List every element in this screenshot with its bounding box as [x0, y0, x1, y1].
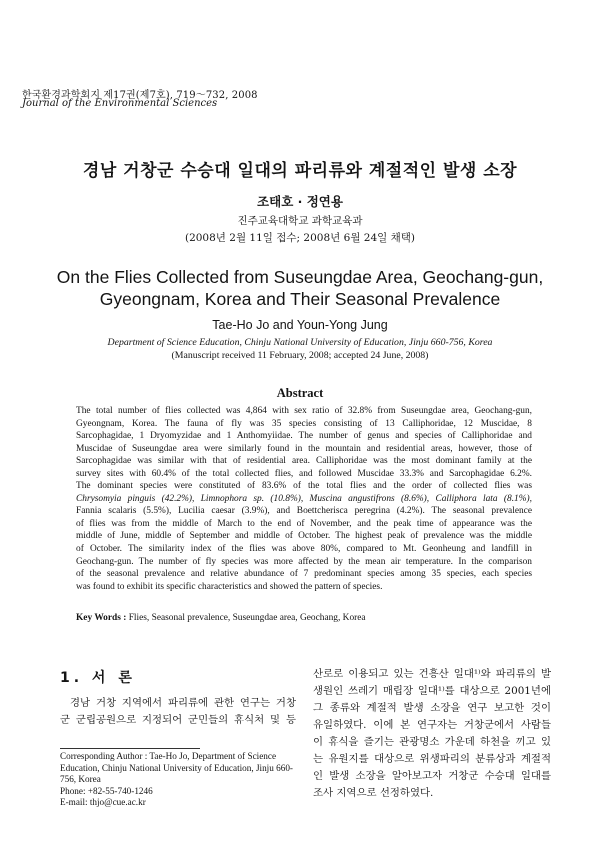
- corr-line: E-mail: thjo@cue.ac.kr: [60, 797, 146, 808]
- keywords-text: Flies, Seasonal prevalence, Suseungdae area, Geochang, Korea: [128, 613, 366, 623]
- corr-line: Corresponding Author : Tae-Ho Jo, Department of Science: [60, 751, 277, 761]
- corr-line: 756, Korea: [60, 774, 101, 785]
- intro-line: 산로로 이용되고 있는 건흥산 일대¹⁾와 파리류의 발: [313, 668, 551, 680]
- abstract-line: of October. The similarity index of the flies was above 80%, compared to Mt. Geonheung and landfill in: [76, 544, 532, 555]
- journal-name: Journal of the Environmental Sciences: [22, 98, 218, 109]
- abstract-line: The dominant species were constituted of 83.6% of the total flies and the order of collected flies was: [76, 481, 532, 492]
- journal-citation: 한국환경과학회지 제17권(제7호), 719～732, 2008: [22, 90, 258, 101]
- intro-line: 조사 지역으로 선정하였다.: [313, 787, 434, 799]
- section-heading: 1. 서 론: [60, 670, 136, 686]
- intro-line: 인 발생 소장을 알아보고자 거창군 수승대 일대를: [313, 770, 551, 782]
- korean-dates: (2008년 2월 11일 접수; 2008년 6월 24일 채택): [184, 232, 416, 244]
- keywords: [76, 613, 532, 623]
- english-title-line2: Gyeongnam, Korea and Their Seasonal Prevalence: [99, 289, 501, 309]
- intro-left-column: [60, 695, 296, 729]
- abstract-line: Sarcophagidae, 1 Dryomyzidae and 1 Anthomyiidae. The number of genus and species of Calliphoridae and: [76, 431, 532, 442]
- english-authors: Tae-Ho Jo and Youn-Yong Jung: [212, 318, 388, 332]
- corr-line: Phone: +82-55-740-1246: [60, 785, 153, 796]
- korean-title: 경남 거창군 수승대 일대의 파리류와 계절적인 발생 소장: [82, 161, 518, 181]
- corr-line: Education, Chinju National University of Education, Jinju 660-: [60, 762, 293, 773]
- abstract-heading: Abstract: [276, 386, 324, 400]
- abstract-line: Muscidae of Suseungdae area were similarly found in the mountain and residential areas, however, those of: [76, 443, 532, 454]
- intro-line: 생원인 쓰레기 매립장 일대¹⁾를 대상으로 2001년에: [313, 685, 551, 697]
- intro-line: 는 유원지를 대상으로 위생파리의 분류상과 계절적: [313, 753, 551, 765]
- english-dates: (Manuscript received 11 February, 2008; accepted 24 June, 2008): [171, 350, 429, 361]
- abstract-body: [76, 405, 532, 593]
- intro-line: 경남 거창 지역에서 파리류에 관한 연구는 거창: [70, 697, 296, 709]
- intro-line: 군 군립공원으로 지정되어 군민들의 휴식처 및 등: [60, 714, 296, 726]
- english-affiliation: Department of Science Education, Chinju National University of Education, Jinju 660-756, Korea: [107, 337, 493, 348]
- intro-line: 유일하였다. 이에 본 연구자는 거창군에서 사람들: [313, 719, 551, 731]
- footnote-divider: [60, 748, 200, 749]
- intro-right-column: [313, 666, 551, 802]
- abstract-line: of the seasonal prevalence and relative abundance of 7 predominant species among 35 species, each species: [76, 569, 532, 580]
- korean-affiliation: 진주교육대학교 과학교육과: [237, 215, 363, 227]
- abstract-line: Gyeongnam, Korea. The fauna of fly was 35 species consisting of 13 Calliphoridae, 12 Muscidae, 8: [76, 418, 532, 429]
- abstract-line: survey sites with 60.4% of the total collected flies, and followed Muscidae 33.3% and Sarcophagidae 6.2%.: [76, 468, 532, 479]
- abstract-line: middle of June, middle of September and middle of October. The highest peak of prevalence was the middle: [76, 531, 532, 542]
- abstract-line: Chrysomyia pinguis (42.2%), Limnophora sp. (10.8%), Muscina angustifrons (8.6%), Calliphora lata (8.1%),: [76, 493, 532, 504]
- intro-line: 이 휴식을 즐기는 관광명소 가운데 하천을 끼고 있: [313, 736, 551, 748]
- abstract-line: of flies was from the middle of March to the end of November, and the peak time of appearance was the: [76, 518, 532, 529]
- english-title: [0, 266, 600, 310]
- english-title-line1: On the Flies Collected from Suseungdae Area, Geochang-gun,: [56, 267, 544, 287]
- abstract-line: The total number of flies collected was 4,864 with sex ratio of 32.8% from Suseungdae area, Geochang-gun,: [76, 406, 532, 416]
- abstract-line: Fannia scalaris (5.5%), Lucilia caesar (3.9%), and Boettcherisca peregrina (4.2%). The seasonal prevalence: [76, 506, 532, 517]
- intro-line: 그 종류와 계절적 발생 소장을 연구 보고한 것이: [313, 702, 551, 714]
- korean-authors: 조태호 · 정연용: [257, 194, 343, 209]
- corresponding-author: [60, 751, 296, 809]
- abstract-line: Sarcophagidae was similar with that of residential area. Calliphoridae was the most dominant family at the: [76, 456, 532, 467]
- abstract-line: Geochang-gun. The number of fly species was more affected by the mean air temperature. In the comparison: [76, 556, 532, 567]
- abstract-line: was found to exhibit its specific characteristics and showed the pattern of species.: [76, 581, 383, 592]
- keywords-label: Key Words :: [76, 613, 127, 623]
